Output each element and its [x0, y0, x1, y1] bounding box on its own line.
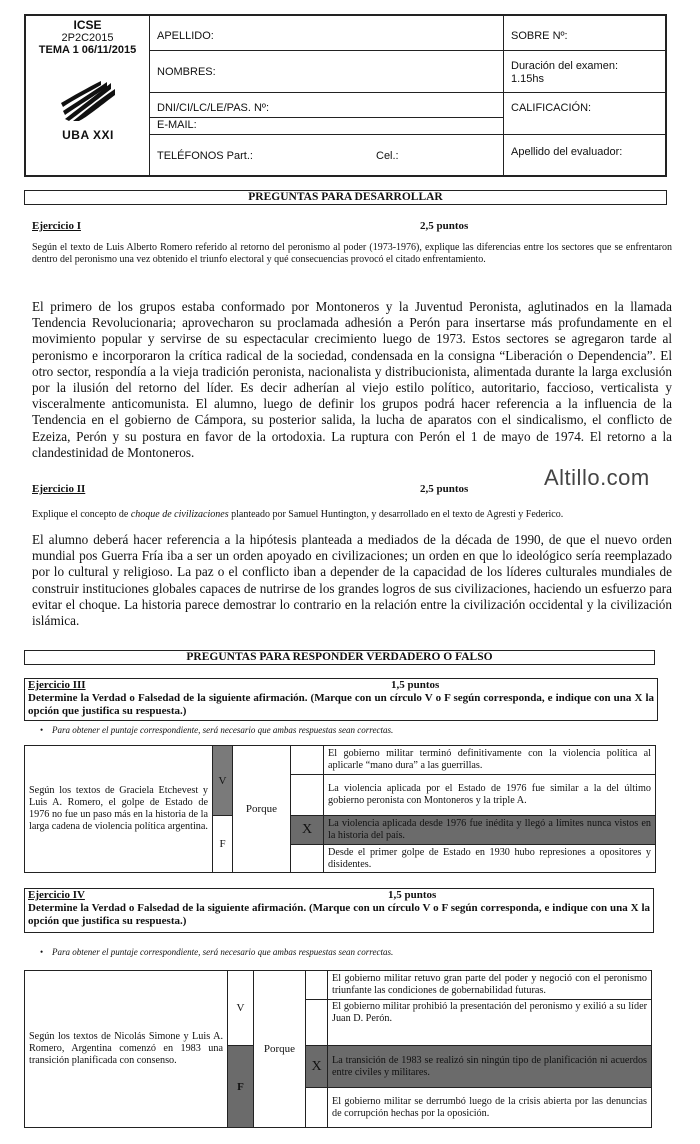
ex3-mark-1[interactable] — [291, 746, 324, 775]
ex1-answer: El primero de los grupos estaba conformado por Montoneros y la Juventud Peronista, aglutinados en la llamada Tendencia Revolucionaria; aprovecharon su proclamada adhesión a Perón para insertarse más profundamente en el movimiento popular y servirse de su espectacular crecimiento luego de 1973. Estos sectores se agregaron tarde al peronismo e incorporaron la crítica radical de la sociedad, condensada en la consigna “Liberación o Dependencia”. El otro sector, respondía a la vieja tradición peronista, nacionalista y distribucionista, alimentada durante la larga exclusión por la ilusión del retorno del líder. Es decir adherían al viejo estilo político, autoritario, faccioso, verticalista y visceralmente anticomunista. El alumno, luego de definir los grupos podrá hacer referencia a la influencia de la Tendencia en el gobierno de Cámpora, su posterior salida, la lucha de aparatos con el sindicalismo, el conflicto de Ezeiza, Perón y su postura en favor de la ortodoxia. La ruptura con Perón el 1 de mayo de 1974. El retorno a la clandestinidad de Montoneros. — [32, 299, 672, 460]
exam-header — [24, 14, 667, 177]
watermark: Altillo.com — [544, 465, 650, 490]
ex4-f-option[interactable]: F — [228, 1046, 254, 1128]
course-code: 2P2C2015 — [61, 32, 114, 44]
ex4-mark-1[interactable] — [306, 971, 328, 1000]
section-title-vf: PREGUNTAS PARA RESPONDER VERDADERO O FALSO — [24, 650, 655, 665]
header-id-cell — [26, 16, 150, 175]
ex3-instruction: Determine la Verdad o Falsedad de la siguiente afirmación. (Marque con un círculo V o F según corresponda, e indique con una X la opción que justifica su respuesta.) — [28, 692, 654, 717]
ex3-points: 1,5 puntos — [391, 679, 440, 691]
ex1-points: 2,5 puntos — [420, 220, 469, 232]
section-title-develop: PREGUNTAS PARA DESARROLLAR — [24, 190, 667, 205]
ex3-statement: Según los textos de Graciela Etchevest y Luis A. Romero, el golpe de Estado de 1976 no fue un paso más en la historia de la larga cadena de violencia política argentina. — [25, 746, 213, 873]
ex4-option-3: La transición de 1983 se realizó sin ningún tipo de planificación ni acuerdos entre civiles y militares. — [328, 1046, 652, 1088]
duracion-value: 1.15hs — [511, 73, 545, 85]
ex3-f-option[interactable]: F — [213, 816, 233, 873]
ex4-v-option[interactable]: V — [228, 971, 254, 1046]
apellido-field[interactable]: APELLIDO: — [157, 30, 214, 42]
ex3-v-option[interactable]: V — [213, 746, 233, 816]
ex3-header-box — [24, 678, 658, 721]
logo-text: UBA XXI — [62, 128, 114, 142]
ex4-header-box — [24, 888, 654, 933]
evaluador-field: Apellido del evaluador: — [511, 146, 623, 158]
ex4-option-4: El gobierno militar se derrumbó luego de la crisis abierta por las denuncias de corrupción hechas por la oposición. — [328, 1088, 652, 1128]
student-fields — [150, 16, 504, 175]
ex2-answer: El alumno deberá hacer referencia a la hipótesis planteada a mediados de la década de 1990, de que el nuevo orden mundial pos Guerra Fría iba a ser un orden apoyado en civilizaciones; un orden en que lo ideológico sería reemplazado por lo cultural y religioso. La paz o el conflicto iban a depender de la capacidad de los líderes culturales mundiales de construir instituciones globales capaces de nutrirse de los grandes logros de sus civilizaciones, haciendo un esfuerzo para evitar el choque. La historia parece demostrar lo contrario en la relación entre la civilización occidental y la civilización islámica. — [32, 532, 672, 629]
telefono-field[interactable]: TELÉFONOS Part.: — [157, 150, 253, 162]
ex2-question-post: planteado por Samuel Huntington, y desarrollado en el texto de Agresti y Federico. — [228, 509, 564, 520]
exam-meta — [504, 16, 665, 175]
ex4-title: Ejercicio IV — [28, 889, 85, 901]
cel-field[interactable]: Cel.: — [376, 150, 399, 162]
ex4-points: 1,5 puntos — [388, 889, 437, 901]
course-name: ICSE — [73, 18, 102, 32]
ex3-mark-2[interactable] — [291, 775, 324, 816]
nombres-field[interactable]: NOMBRES: — [157, 66, 216, 78]
duracion-label — [511, 60, 661, 72]
ex3-porque: Porque — [233, 746, 291, 873]
sobre-field: SOBRE Nº: — [511, 30, 568, 42]
ex4-mark-4[interactable] — [306, 1088, 328, 1128]
ex3-option-1: El gobierno militar terminó definitivamente con la violencia política al aplicarle “mano dura” a las guerrillas. — [324, 746, 656, 775]
ex4-mark-3[interactable]: X — [306, 1046, 328, 1088]
ex4-note: • Para obtener el puntaje correspondiente, será necesario que ambas respuestas sean correctas. — [52, 947, 393, 957]
ex2-title: Ejercicio II — [32, 483, 86, 495]
ex3-option-3: La violencia aplicada desde 1976 fue inédita y llegó a límites nunca vistos en la historia del país. — [324, 816, 656, 845]
ex4-instruction: Determine la Verdad o Falsedad de la siguiente afirmación. (Marque con un círculo V o F según corresponda, e indique con una X la opción que justifica su respuesta.) — [28, 902, 650, 927]
ex1-title: Ejercicio I — [32, 220, 81, 232]
ex2-points: 2,5 puntos — [420, 483, 469, 495]
ex2-question-em: choque de civilizaciones — [130, 509, 229, 520]
email-field[interactable]: E-MAIL: — [157, 119, 197, 131]
ex3-mark-3[interactable]: X — [291, 816, 324, 845]
ex2-question — [32, 509, 672, 521]
calificacion-field: CALIFICACIÓN: — [511, 102, 592, 114]
ex3-table — [24, 745, 656, 873]
ex4-mark-2[interactable] — [306, 1000, 328, 1046]
ex2-question-pre: Explique el concepto de — [32, 509, 131, 520]
ex3-option-2: La violencia aplicada por el Estado de 1976 fue similar a la del último gobierno peronista con Montoneros y la triple A. — [324, 775, 656, 816]
ex4-porque: Porque — [254, 971, 306, 1128]
exam-tema: TEMA 1 06/11/2015 — [38, 44, 137, 56]
duracion-text: Duración del examen: — [511, 60, 619, 72]
ex4-table — [24, 970, 652, 1128]
ex3-title: Ejercicio III — [28, 679, 86, 691]
ex1-question: Según el texto de Luis Alberto Romero referido al retorno del peronismo al poder (1973-1976), explique las diferencias entre los sectores que se enfrentaron dentro del peronismo una vez obtenido el triunfo electoral y qué consecuencias provocó el citado enfrentamiento. — [32, 242, 672, 265]
ex4-statement: Según los textos de Nicolás Simone y Luis A. Romero, Argentina comenzó en 1983 una transición planificada con consenso. — [25, 971, 228, 1128]
ex3-note: • Para obtener el puntaje correspondiente, será necesario que ambas respuestas sean correctas. — [52, 725, 393, 735]
dni-field[interactable]: DNI/CI/LC/LE/PAS. Nº: — [157, 102, 270, 114]
ex4-option-1: El gobierno militar retuvo gran parte del poder y negoció con el peronismo triunfante las condiciones de gobernabilidad futuras. — [328, 971, 652, 1000]
ex3-option-4: Desde el primer golpe de Estado en 1930 hubo represiones a opositores y disidentes. — [324, 845, 656, 873]
uba-logo-icon — [61, 81, 115, 121]
ex4-option-2: El gobierno militar prohibió la presentación del peronismo y exilió a su líder Juan D. Perón. — [328, 1000, 652, 1046]
ex3-mark-4[interactable] — [291, 845, 324, 873]
